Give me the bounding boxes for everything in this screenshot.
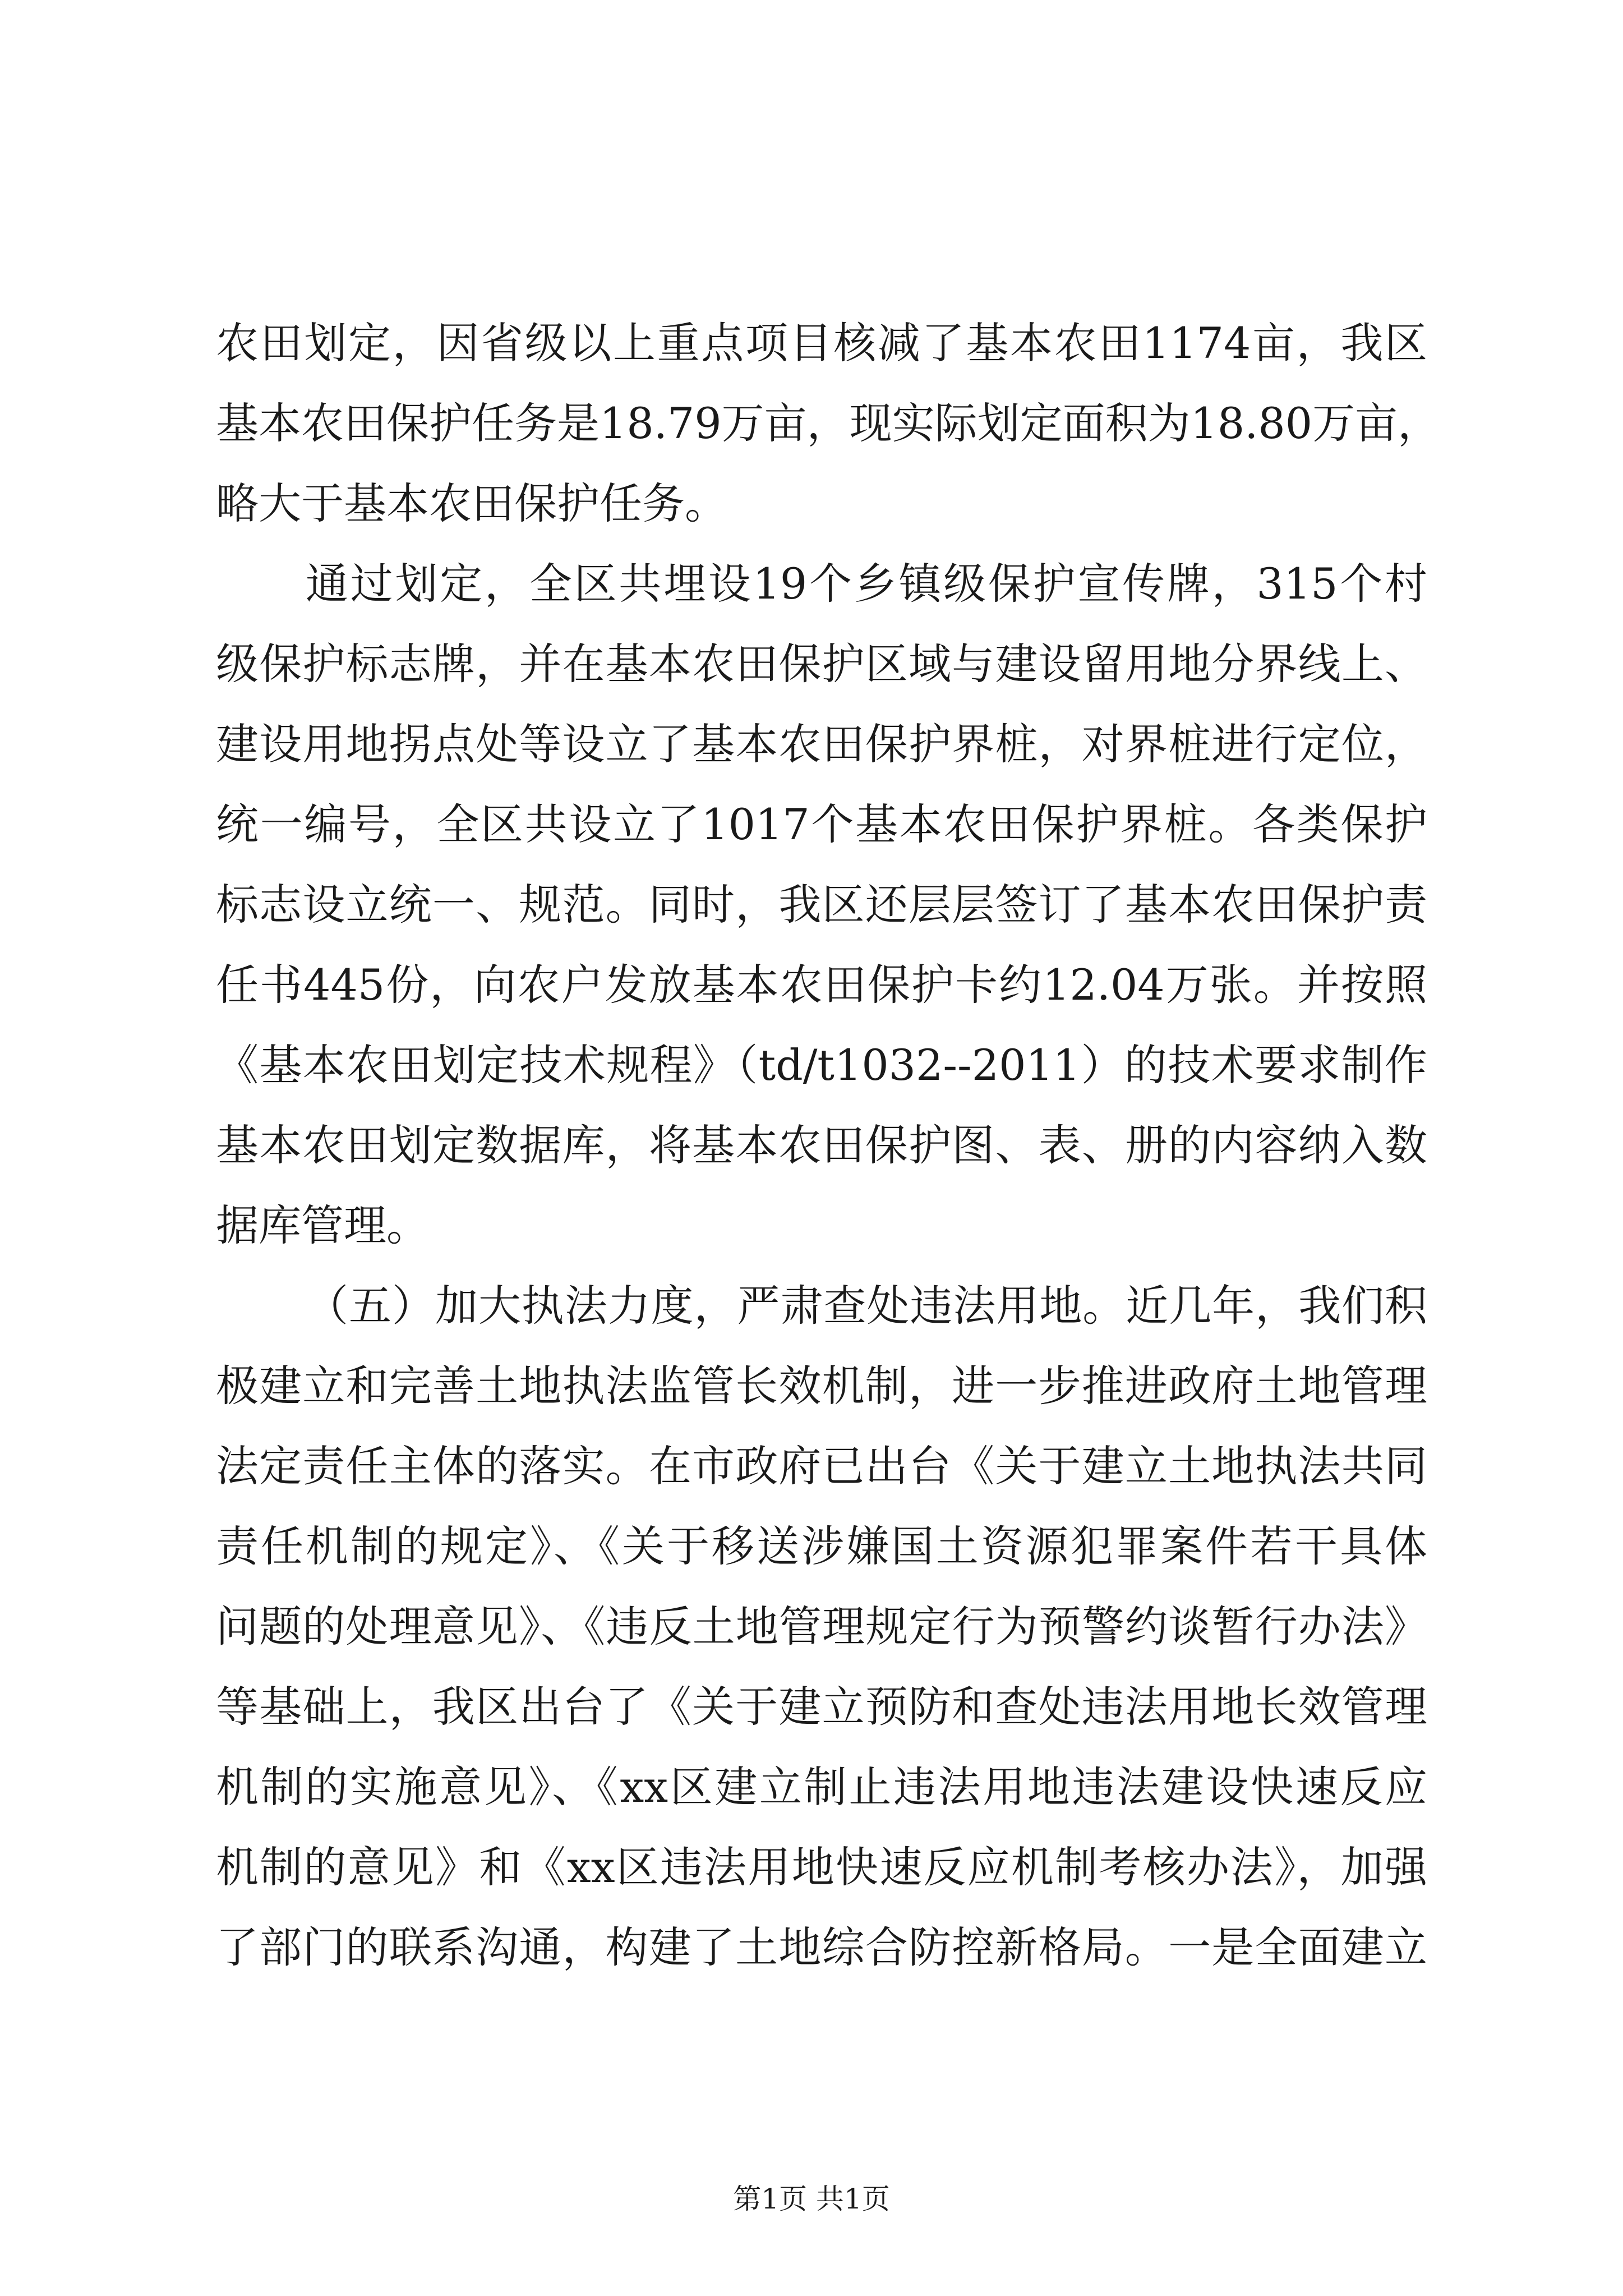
text-line: 基本农田保护任务是18.79万亩，现实际划定面积为18.80万亩，	[216, 398, 1441, 448]
body-text	[216, 303, 1441, 1987]
text-line: 基本农田划定数据库，将基本农田保护图、表、册的内容纳入数	[216, 1120, 1427, 1170]
text-line: 通过划定，全区共埋设19个乡镇级保护宣传牌，315个村	[306, 559, 1427, 609]
text-line: 等基础上，我区出台了《关于建立预防和查处违法用地长效管理	[216, 1682, 1427, 1732]
text-line: 标志设立统一、规范。同时，我区还层层签订了基本农田保护责	[216, 880, 1427, 930]
page-number-label: 第1页 共1页	[733, 2183, 890, 2215]
text-line: （五）加大执法力度，严肃查处违法用地。近几年，我们积	[306, 1281, 1427, 1331]
text-line: 机制的实施意见》、《xx区建立制止违法用地违法建设快速反应	[216, 1762, 1427, 1812]
text-line: 级保护标志牌，并在基本农田保护区域与建设留用地分界线上、	[216, 639, 1427, 689]
text-line: 统一编号，全区共设立了1017个基本农田保护界桩。各类保护	[216, 799, 1427, 849]
page-footer	[0, 2177, 1623, 2217]
text-line: 问题的处理意见》、《违反土地管理规定行为预警约谈暂行办法》	[216, 1602, 1427, 1651]
text-line: 机制的意见》和《xx区违法用地快速反应机制考核办法》，加强	[216, 1842, 1427, 1892]
text-line: 了部门的联系沟通，构建了土地综合防控新格局。一是全面建立	[216, 1922, 1427, 1972]
text-line: 责任机制的规定》、《关于移送涉嫌国土资源犯罪案件若干具体	[216, 1521, 1427, 1571]
text-line: 任书445份，向农户发放基本农田保护卡约12.04万张。并按照	[216, 960, 1427, 1010]
text-line: 法定责任主体的落实。在市政府已出台《关于建立土地执法共同	[216, 1441, 1427, 1491]
text-line: 建设用地拐点处等设立了基本农田保护界桩，对界桩进行定位，	[216, 719, 1427, 769]
text-line: 《基本农田划定技术规程》（td/t1032--2011）的技术要求制作	[216, 1040, 1427, 1090]
text-line: 极建立和完善土地执法监管长效机制，进一步推进政府土地管理	[216, 1361, 1427, 1411]
text-line: 略大于基本农田保护任务。	[216, 478, 727, 528]
text-line: 据库管理。	[216, 1200, 429, 1250]
text-line: 农田划定，因省级以上重点项目核减了基本农田1174亩，我区	[216, 318, 1427, 368]
